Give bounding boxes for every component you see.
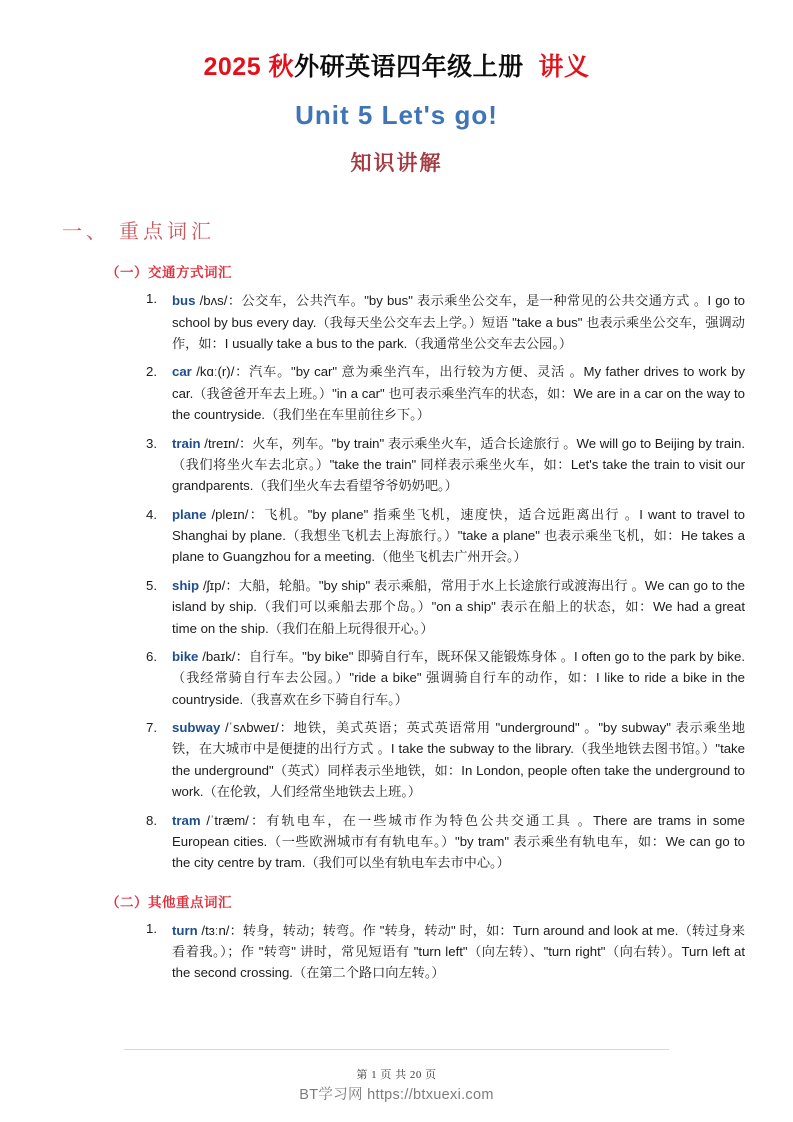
- section-heading-1: 一、 重点词汇: [62, 221, 215, 244]
- list-item: [0, 568, 793, 639]
- vocab-phonetic: /ˈtræm/: [206, 812, 249, 828]
- vocab-word: bike: [172, 648, 199, 664]
- vocab-phonetic: /baɪk/: [202, 648, 236, 664]
- list-item: [0, 497, 793, 568]
- title-part-year: 2025 秋: [203, 53, 295, 81]
- page-number: 第 1 页 共 20 页: [356, 1069, 437, 1081]
- vocab-word: subway: [172, 720, 221, 735]
- vocab-word: bus: [172, 293, 196, 309]
- vocab-phonetic: /ˈsʌbweɪ/: [224, 720, 279, 735]
- vocab-body: ：飞机。"by plane" 指乘坐飞机，速度快，适合远距离出行 。I want to travel to Shanghai by plane.（我想坐飞机去上海旅行。）"take a plane" 也表示乘坐飞机，如：He takes a plane to Guangzhou for a meeting.（他坐飞机去广州开会。）: [172, 506, 745, 565]
- vocab-body: ：有轨电车，在一些城市作为特色公共交通工具 。There are trams in some European cities.（一些欧洲城市有有轨电车。）"by tram" 表示乘坐有轨电车，如：We can go to the city centre by tram.（我们可以坐有轨电车去市中心。）: [172, 812, 745, 871]
- list-item: [0, 426, 793, 497]
- vocab-phonetic: /treɪn/: [204, 435, 240, 451]
- footer-site-url: BT学习网 https://btxuexi.com: [299, 1087, 494, 1103]
- title-part-book: 外研英语四年级上册: [294, 53, 524, 81]
- vocabulary-list-transport: [0, 281, 793, 873]
- list-item: [0, 354, 793, 425]
- vocab-word: tram: [172, 812, 201, 828]
- vocab-phonetic: /ʃɪp/: [202, 577, 226, 593]
- list-item: [0, 639, 793, 710]
- vocabulary-list-other: [0, 911, 793, 984]
- list-item: [0, 803, 793, 874]
- subtitle: 知识讲解: [350, 151, 443, 176]
- vocab-body: ：转身，转动；转弯。作 "转身，转动" 时，如：Turn around and look at me.（转过身来看着我。）；作 "转弯" 讲时，常见短语有 "turn left"（向左转）、"turn right"（向右转）。Turn left at the second crossing.（在第二个路口向左转。）: [172, 922, 745, 981]
- vocab-phonetic: /bʌs/: [199, 293, 228, 309]
- list-item: [0, 281, 793, 354]
- vocab-word: train: [172, 435, 201, 451]
- page-footer: [0, 1066, 793, 1104]
- vocab-phonetic: /pleɪn/: [211, 506, 249, 522]
- vocab-word: car: [172, 364, 192, 380]
- page-title: [0, 0, 793, 83]
- subsection-heading-1: （一）交通方式词汇: [106, 265, 232, 281]
- subsection-heading-2: （二）其他重点词汇: [106, 894, 232, 910]
- vocab-body: ：自行车。"by bike" 即骑自行车，既环保又能锻炼身体 。I often go to the park by bike.（我经常骑自行车去公园。）"ride a bike" 强调骑自行车的动作，如：I like to ride a bike in the countryside.（我喜欢在乡下骑自行车。）: [172, 648, 745, 707]
- vocab-body: ：公交车，公共汽车。"by bus" 表示乘坐公交车，是一种常见的公共交通方式 。I go to school by bus every day.（我每天坐公交车去上学。）短语 "take a bus" 也表示乘坐公交车，强调动作，如：I usually take a bus to the park.（我通常坐公交车去公园。）: [172, 293, 746, 351]
- title-part-type: 讲义: [538, 53, 590, 81]
- list-item: [0, 911, 793, 984]
- vocab-phonetic: /kɑː(r)/: [196, 364, 235, 380]
- vocab-body: ：火车，列车。"by train" 表示乘坐火车，适合长途旅行 。We will go to Beijing by train.（我们将坐火车去北京。）"take the train" 同样表示乘坐火车，如：Let's take the train to visit our grandparents.（我们坐火车去看望爷爷奶奶吧。）: [172, 435, 745, 494]
- vocab-body: ：汽车。"by car" 意为乘坐汽车，出行较为方便、灵活 。My father drives to work by car.（我爸爸开车去上班。）"in a car" 也可表示乘坐汽车的状态，如：We are in a car on the way to the countryside.（我们坐在车里前往乡下。）: [172, 364, 745, 423]
- unit-title: Unit 5 Let's go!: [295, 100, 498, 131]
- vocab-word: plane: [172, 506, 207, 522]
- vocab-body: ：地铁，美式英语；英式英语常用 "underground" 。"by subway" 表示乘坐地铁，在大城市中是便捷的出行方式 。I take the subway to the library.（我坐地铁去图书馆。）"take the underground"（英式）同样表示坐地铁，如：In London, people often take the underground to work.（在伦敦，人们经常坐地铁去上班。）: [172, 720, 746, 800]
- vocab-word: ship: [172, 577, 200, 593]
- vocab-phonetic: /tɜːn/: [201, 922, 230, 938]
- vocab-word: turn: [172, 922, 198, 938]
- vocab-body: ：大船，轮船。"by ship" 表示乘船，常用于水上长途旅行或渡海出行 。We can go to the island by ship.（我们可以乘船去那个岛。）"on a ship" 表示在船上的状态，如：We had a great time on the ship.（我们在船上玩得很开心。）: [172, 577, 746, 636]
- footer-divider: [124, 1049, 669, 1050]
- list-item: [0, 710, 793, 803]
